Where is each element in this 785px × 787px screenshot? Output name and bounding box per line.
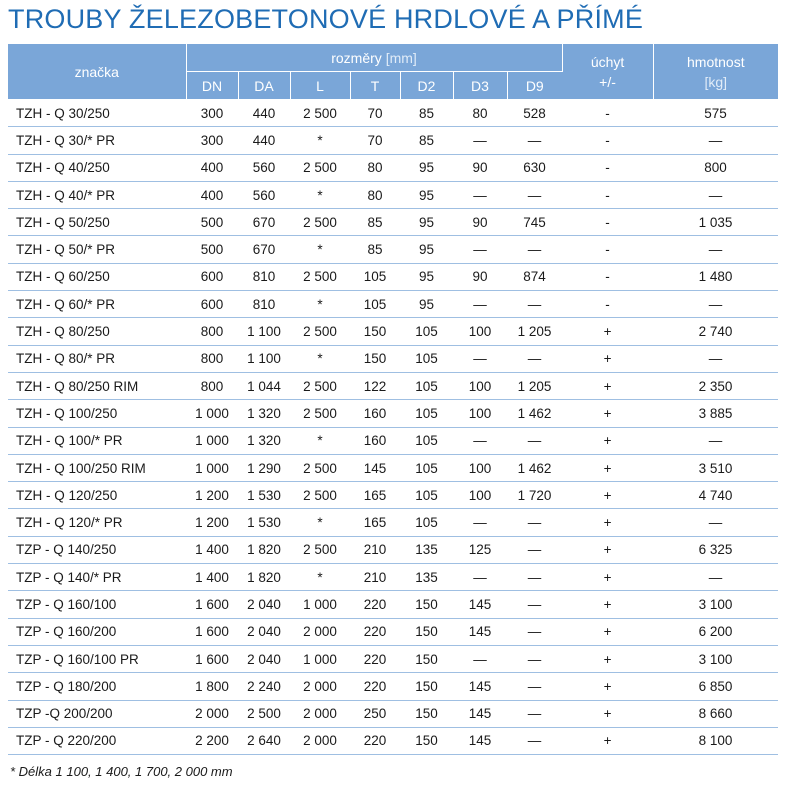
table-cell: 1 000	[186, 427, 238, 454]
header-col-d9: D9	[507, 72, 562, 100]
table-cell: 2 240	[238, 673, 290, 700]
table-cell: +	[562, 372, 653, 399]
table-row	[8, 700, 778, 727]
table-cell: 2 040	[238, 591, 290, 618]
table-cell: -	[562, 209, 653, 236]
table-cell: 6 325	[653, 536, 778, 563]
header-rozmery	[186, 44, 562, 72]
table-cell: 560	[238, 154, 290, 181]
table-row	[8, 263, 778, 290]
table-cell: +	[562, 454, 653, 481]
table-cell: +	[562, 509, 653, 536]
table-cell: 165	[350, 482, 400, 509]
table-cell: —	[453, 564, 507, 591]
table-cell: 3 100	[653, 645, 778, 672]
table-cell: 1 400	[186, 564, 238, 591]
table-cell: TZP - Q 180/200	[8, 673, 186, 700]
table-cell: 1 100	[238, 318, 290, 345]
table-cell: —	[507, 345, 562, 372]
table-cell: 1 200	[186, 509, 238, 536]
table-row	[8, 673, 778, 700]
table-row	[8, 291, 778, 318]
table-cell: 1 000	[186, 454, 238, 481]
table-cell: 1 200	[186, 482, 238, 509]
table-cell: —	[507, 727, 562, 754]
table-cell: -	[562, 181, 653, 208]
table-cell: +	[562, 482, 653, 509]
table-cell: 1 480	[653, 263, 778, 290]
table-cell: 160	[350, 400, 400, 427]
table-cell: 105	[350, 263, 400, 290]
table-cell: 150	[400, 673, 453, 700]
table-cell: 145	[453, 591, 507, 618]
table-cell: —	[507, 536, 562, 563]
table-cell: TZP - Q 220/200	[8, 727, 186, 754]
header-hmotnost-unit: [kg]	[704, 73, 728, 90]
table-cell: 145	[453, 673, 507, 700]
table-cell: +	[562, 645, 653, 672]
table-cell: +	[562, 564, 653, 591]
table-cell: 874	[507, 263, 562, 290]
table-cell: 100	[453, 400, 507, 427]
table-cell: 100	[453, 454, 507, 481]
table-cell: 100	[453, 482, 507, 509]
table-row	[8, 427, 778, 454]
table-cell: —	[507, 127, 562, 154]
table-row	[8, 372, 778, 399]
table-cell: 125	[453, 536, 507, 563]
table-cell: TZP - Q 160/200	[8, 618, 186, 645]
table-cell: 1 000	[290, 645, 350, 672]
table-cell: 90	[453, 154, 507, 181]
table-cell: 3 510	[653, 454, 778, 481]
table-cell: TZP -Q 200/200	[8, 700, 186, 727]
table-cell: 440	[238, 127, 290, 154]
table-cell: 528	[507, 100, 562, 127]
table-cell: 135	[400, 564, 453, 591]
table-cell: 400	[186, 154, 238, 181]
table-row	[8, 318, 778, 345]
table-cell: 165	[350, 509, 400, 536]
table-cell: —	[653, 127, 778, 154]
header-col-t: T	[350, 72, 400, 100]
table-cell: TZH - Q 30/* PR	[8, 127, 186, 154]
table-cell: *	[290, 181, 350, 208]
table-cell: 440	[238, 100, 290, 127]
table-cell: —	[507, 509, 562, 536]
table-cell: TZH - Q 80/250	[8, 318, 186, 345]
table-cell: 80	[350, 181, 400, 208]
table-cell: 85	[400, 127, 453, 154]
table-row	[8, 509, 778, 536]
table-cell: 220	[350, 645, 400, 672]
table-cell: 800	[653, 154, 778, 181]
header-col-da: DA	[238, 72, 290, 100]
table-cell: 600	[186, 291, 238, 318]
table-cell: —	[507, 291, 562, 318]
table-cell: 105	[400, 454, 453, 481]
table-row	[8, 454, 778, 481]
table-cell: 2 500	[290, 263, 350, 290]
table-cell: 2 500	[290, 100, 350, 127]
table-cell: 1 600	[186, 645, 238, 672]
table-cell: 160	[350, 427, 400, 454]
table-body	[8, 100, 778, 755]
table-cell: 145	[453, 700, 507, 727]
table-cell: TZH - Q 120/250	[8, 482, 186, 509]
table-cell: TZP - Q 160/100 PR	[8, 645, 186, 672]
page-title: TROUBY ŽELEZOBETONOVÉ HRDLOVÉ A PŘÍMÉ	[8, 4, 644, 34]
table-cell: TZH - Q 80/250 RIM	[8, 372, 186, 399]
table-cell: —	[507, 645, 562, 672]
table-row	[8, 209, 778, 236]
table-cell: *	[290, 427, 350, 454]
table-cell: 150	[350, 345, 400, 372]
table-cell: 300	[186, 127, 238, 154]
table-cell: 1 035	[653, 209, 778, 236]
table-cell: —	[507, 700, 562, 727]
table-cell: 145	[350, 454, 400, 481]
table-cell: -	[562, 291, 653, 318]
table-cell: 1 205	[507, 318, 562, 345]
table-cell: -	[562, 263, 653, 290]
table-cell: —	[453, 427, 507, 454]
table-cell: 1 820	[238, 564, 290, 591]
table-cell: 2 000	[290, 673, 350, 700]
table-cell: 105	[400, 345, 453, 372]
table-cell: TZH - Q 60/* PR	[8, 291, 186, 318]
table-cell: 670	[238, 236, 290, 263]
table-cell: *	[290, 345, 350, 372]
header-uchyt-label: úchyt	[590, 53, 625, 70]
table-cell: 85	[350, 209, 400, 236]
table-cell: 2 740	[653, 318, 778, 345]
table-cell: 150	[400, 645, 453, 672]
table-cell: 1 044	[238, 372, 290, 399]
table-cell: 2 200	[186, 727, 238, 754]
table-row	[8, 591, 778, 618]
table-cell: *	[290, 564, 350, 591]
table-cell: 670	[238, 209, 290, 236]
table-cell: 630	[507, 154, 562, 181]
table-cell: —	[507, 427, 562, 454]
table-cell: 1 290	[238, 454, 290, 481]
table-cell: 1 400	[186, 536, 238, 563]
header-rozmery-unit: [mm]	[385, 49, 417, 66]
table-cell: 1 320	[238, 427, 290, 454]
table-cell: 1 530	[238, 509, 290, 536]
table-cell: 1 320	[238, 400, 290, 427]
table-cell: 2 500	[290, 400, 350, 427]
table-cell: 600	[186, 263, 238, 290]
header-col-d3: D3	[453, 72, 507, 100]
table-cell: 105	[350, 291, 400, 318]
table-cell: —	[507, 673, 562, 700]
table-cell: 150	[350, 318, 400, 345]
table-row	[8, 181, 778, 208]
header-znacka: značka	[8, 44, 186, 100]
table-cell: —	[453, 127, 507, 154]
table-cell: 1 600	[186, 618, 238, 645]
table-cell: 220	[350, 673, 400, 700]
table-cell: +	[562, 591, 653, 618]
table-row	[8, 645, 778, 672]
table-cell: 100	[453, 318, 507, 345]
table-cell: —	[507, 236, 562, 263]
product-table	[8, 44, 778, 755]
table-cell: 6 850	[653, 673, 778, 700]
table-cell: +	[562, 400, 653, 427]
table-cell: 745	[507, 209, 562, 236]
table-row	[8, 536, 778, 563]
table-cell: 800	[186, 318, 238, 345]
table-cell: 95	[400, 209, 453, 236]
table-cell: 90	[453, 209, 507, 236]
table-cell: +	[562, 345, 653, 372]
table-cell: 500	[186, 209, 238, 236]
table-cell: TZH - Q 120/* PR	[8, 509, 186, 536]
table-cell: 105	[400, 318, 453, 345]
table-cell: 105	[400, 372, 453, 399]
table-cell: *	[290, 291, 350, 318]
table-cell: 2 000	[290, 700, 350, 727]
header-col-d2: D2	[400, 72, 453, 100]
table-cell: TZH - Q 100/250	[8, 400, 186, 427]
header-hmotnost	[653, 44, 778, 100]
table-cell: *	[290, 236, 350, 263]
table-cell: —	[507, 591, 562, 618]
table-cell: 400	[186, 181, 238, 208]
table-cell: 2 500	[290, 209, 350, 236]
table-cell: 70	[350, 127, 400, 154]
table-cell: 2 350	[653, 372, 778, 399]
table-cell: 85	[350, 236, 400, 263]
table-cell: TZH - Q 50/* PR	[8, 236, 186, 263]
header-row-1	[8, 44, 778, 72]
table-cell: 2 500	[290, 372, 350, 399]
table-cell: 1 600	[186, 591, 238, 618]
table-cell: 2 640	[238, 727, 290, 754]
table-cell: 800	[186, 372, 238, 399]
table-cell: 4 740	[653, 482, 778, 509]
table-cell: 122	[350, 372, 400, 399]
table-cell: —	[653, 509, 778, 536]
table-cell: —	[653, 181, 778, 208]
table-cell: *	[290, 127, 350, 154]
table-cell: —	[507, 181, 562, 208]
table-cell: 70	[350, 100, 400, 127]
header-col-dn: DN	[186, 72, 238, 100]
table-cell: 2 000	[290, 618, 350, 645]
table-cell: 1 720	[507, 482, 562, 509]
table-cell: 2 040	[238, 618, 290, 645]
header-hmotnost-label: hmotnost	[687, 53, 745, 70]
table-cell: 80	[350, 154, 400, 181]
header-uchyt-sub: +/-	[599, 73, 616, 90]
table-cell: 150	[400, 727, 453, 754]
table-cell: 150	[400, 700, 453, 727]
table-cell: 80	[453, 100, 507, 127]
table-cell: 575	[653, 100, 778, 127]
table-cell: TZH - Q 30/250	[8, 100, 186, 127]
table-cell: 220	[350, 618, 400, 645]
table-cell: 1 462	[507, 400, 562, 427]
table-row	[8, 482, 778, 509]
table-cell: 2 500	[238, 700, 290, 727]
table-cell: 145	[453, 618, 507, 645]
table-cell: 8 660	[653, 700, 778, 727]
table-cell: 100	[453, 372, 507, 399]
table-row	[8, 127, 778, 154]
table-cell: TZH - Q 80/* PR	[8, 345, 186, 372]
table-row	[8, 727, 778, 754]
table-cell: 1 820	[238, 536, 290, 563]
table-row	[8, 100, 778, 127]
table-cell: —	[653, 345, 778, 372]
table-cell: 500	[186, 236, 238, 263]
table-cell: -	[562, 100, 653, 127]
table-cell: +	[562, 618, 653, 645]
table-cell: 220	[350, 591, 400, 618]
table-row	[8, 618, 778, 645]
table-cell: —	[653, 291, 778, 318]
table-cell: 90	[453, 263, 507, 290]
table-cell: TZH - Q 40/250	[8, 154, 186, 181]
table-cell: -	[562, 154, 653, 181]
table-cell: *	[290, 509, 350, 536]
table-cell: —	[507, 618, 562, 645]
table-cell: 95	[400, 154, 453, 181]
table-cell: —	[653, 564, 778, 591]
table-cell: 2 000	[186, 700, 238, 727]
table-cell: 105	[400, 509, 453, 536]
table-cell: +	[562, 318, 653, 345]
table-cell: -	[562, 127, 653, 154]
table-cell: 135	[400, 536, 453, 563]
table-cell: 2 040	[238, 645, 290, 672]
table-cell: TZH - Q 40/* PR	[8, 181, 186, 208]
table-cell: TZH - Q 100/250 RIM	[8, 454, 186, 481]
table-cell: 1 000	[186, 400, 238, 427]
table-cell: 2 500	[290, 482, 350, 509]
table-cell: 3 100	[653, 591, 778, 618]
table-cell: TZP - Q 160/100	[8, 591, 186, 618]
table-cell: TZP - Q 140/250	[8, 536, 186, 563]
table-cell: 145	[453, 727, 507, 754]
table-cell: +	[562, 536, 653, 563]
table-cell: 6 200	[653, 618, 778, 645]
table-cell: 1 800	[186, 673, 238, 700]
table-cell: 210	[350, 536, 400, 563]
table-cell: 810	[238, 291, 290, 318]
table-cell: —	[453, 236, 507, 263]
table-cell: +	[562, 427, 653, 454]
table-cell: +	[562, 673, 653, 700]
table-cell: 105	[400, 427, 453, 454]
table-cell: TZH - Q 60/250	[8, 263, 186, 290]
table-cell: 1 462	[507, 454, 562, 481]
table-cell: 1 000	[290, 591, 350, 618]
table-cell: 1 100	[238, 345, 290, 372]
table-cell: 800	[186, 345, 238, 372]
table-cell: 95	[400, 181, 453, 208]
table-row	[8, 236, 778, 263]
table-cell: 250	[350, 700, 400, 727]
header-uchyt	[562, 44, 653, 100]
table-cell: 300	[186, 100, 238, 127]
table-cell: —	[453, 181, 507, 208]
table-cell: 85	[400, 100, 453, 127]
table-row	[8, 564, 778, 591]
table-cell: 2 500	[290, 154, 350, 181]
table-cell: 8 100	[653, 727, 778, 754]
table-cell: 95	[400, 236, 453, 263]
table-cell: 150	[400, 618, 453, 645]
table-cell: 560	[238, 181, 290, 208]
table-cell: —	[453, 291, 507, 318]
table-row	[8, 400, 778, 427]
table-cell: +	[562, 727, 653, 754]
table-cell: —	[453, 509, 507, 536]
table-cell: 220	[350, 727, 400, 754]
footnote: * Délka 1 100, 1 400, 1 700, 2 000 mm	[10, 764, 233, 779]
table-cell: 1 205	[507, 372, 562, 399]
table-cell: TZH - Q 100/* PR	[8, 427, 186, 454]
table-cell: —	[507, 564, 562, 591]
table-row	[8, 345, 778, 372]
table-cell: 2 500	[290, 454, 350, 481]
table-cell: 210	[350, 564, 400, 591]
table-cell: —	[653, 427, 778, 454]
table-cell: 2 000	[290, 727, 350, 754]
table-cell: 2 500	[290, 536, 350, 563]
table-cell: +	[562, 700, 653, 727]
table-cell: 95	[400, 291, 453, 318]
table-cell: —	[453, 345, 507, 372]
table-cell: 810	[238, 263, 290, 290]
table-cell: -	[562, 236, 653, 263]
table-cell: 105	[400, 400, 453, 427]
table-cell: —	[453, 645, 507, 672]
table-cell: 150	[400, 591, 453, 618]
table-cell: —	[653, 236, 778, 263]
header-rozmery-label: rozměry	[331, 49, 382, 66]
table-cell: TZH - Q 50/250	[8, 209, 186, 236]
header-col-l: L	[290, 72, 350, 100]
table-cell: 95	[400, 263, 453, 290]
table-cell: 105	[400, 482, 453, 509]
table-cell: TZP - Q 140/* PR	[8, 564, 186, 591]
table-cell: 3 885	[653, 400, 778, 427]
table-cell: 2 500	[290, 318, 350, 345]
table-row	[8, 154, 778, 181]
table-cell: 1 530	[238, 482, 290, 509]
